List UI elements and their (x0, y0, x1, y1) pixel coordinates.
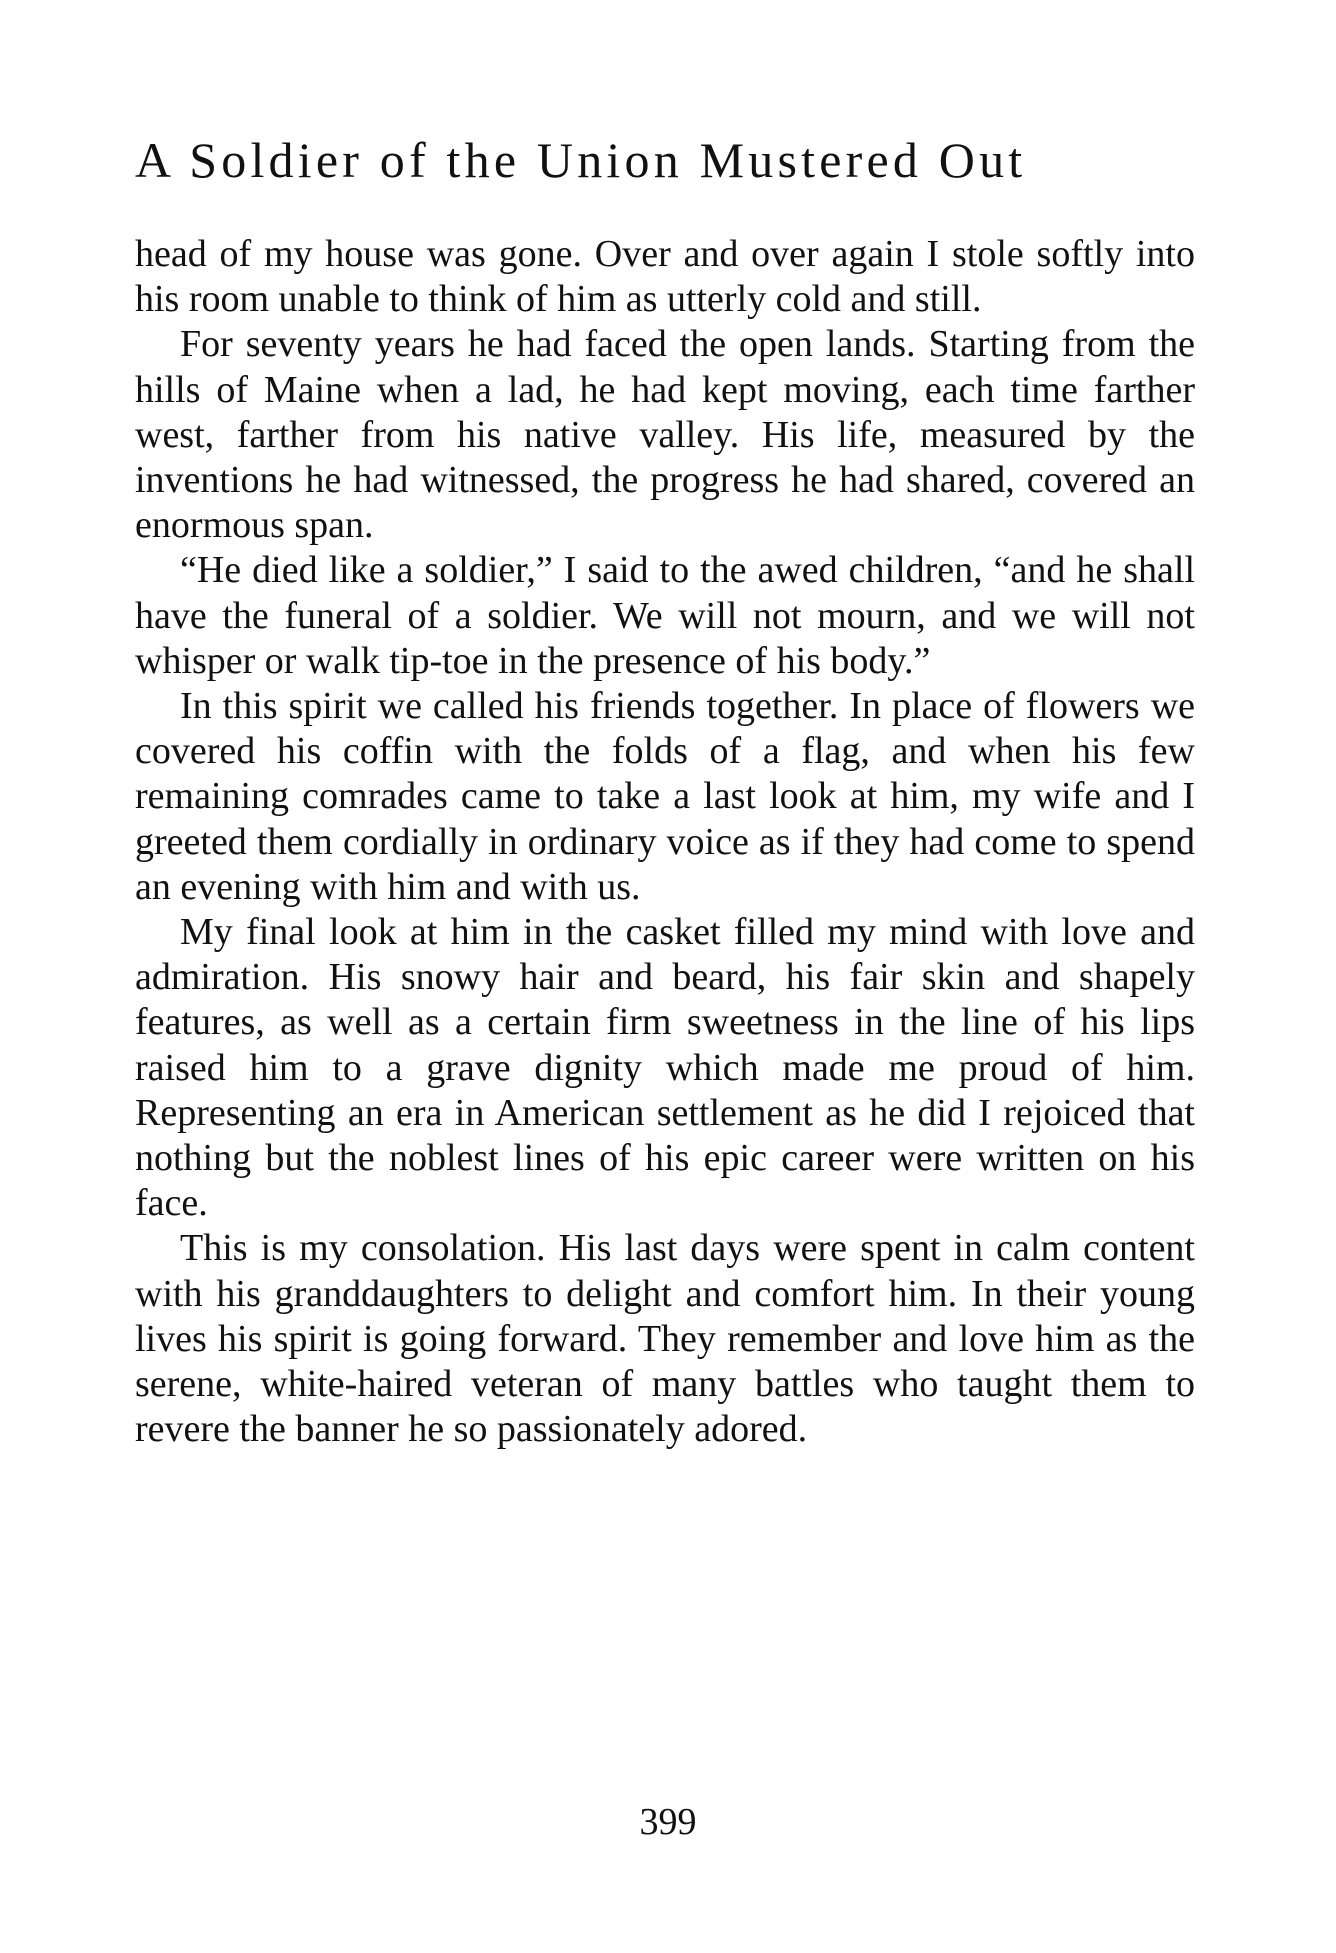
page-number: 399 (639, 1801, 697, 1843)
paragraph-6: This is my consolation. His last days were spent in calm content with his granddaughters to delight and comfort him. In their young lives his spirit is going forward. They remember and love him as the serene, white-haired veteran of many battles who taught them to revere the banner he so passionately adored. (135, 1227, 1195, 1451)
paragraph-3: “He died like a soldier,” I said to the awed children, “and he shall have the funeral of a soldier. We will not mourn, and we will not whisper or walk tip-toe in the presence of his body.” (135, 549, 1195, 682)
paragraph-2: For seventy years he had faced the open lands. Starting from the hills of Maine when a lad, he had kept moving, each time farther west, farther from his native valley. His life, measured by the inventions he had witnessed, the progress he had shared, covered an enormous span. (135, 323, 1195, 547)
paragraph-1: head of my house was gone. Over and over again I stole softly into his room unable to think of him as utterly cold and still. (135, 233, 1195, 321)
body-text (135, 232, 1195, 1452)
paragraph-5: My final look at him in the casket filled my mind with love and admiration. His snowy hair and beard, his fair skin and shapely features, as well as a certain firm sweetness in the line of his lips raised him to a grave dignity which made me proud of him. Representing an era in American settlement as he did I rejoiced that nothing but the noblest lines of his epic career were written on his face. (135, 911, 1195, 1225)
paragraph-4: In this spirit we called his friends together. In place of flowers we covered his coffin with the folds of a flag, and when his few remaining comrades came to take a last look at him, my wife and I greeted them cordially in ordinary voice as if they had come to spend an evening with him and with us. (135, 685, 1195, 908)
running-head: A Soldier of the Union Mustered Out (135, 132, 1027, 188)
